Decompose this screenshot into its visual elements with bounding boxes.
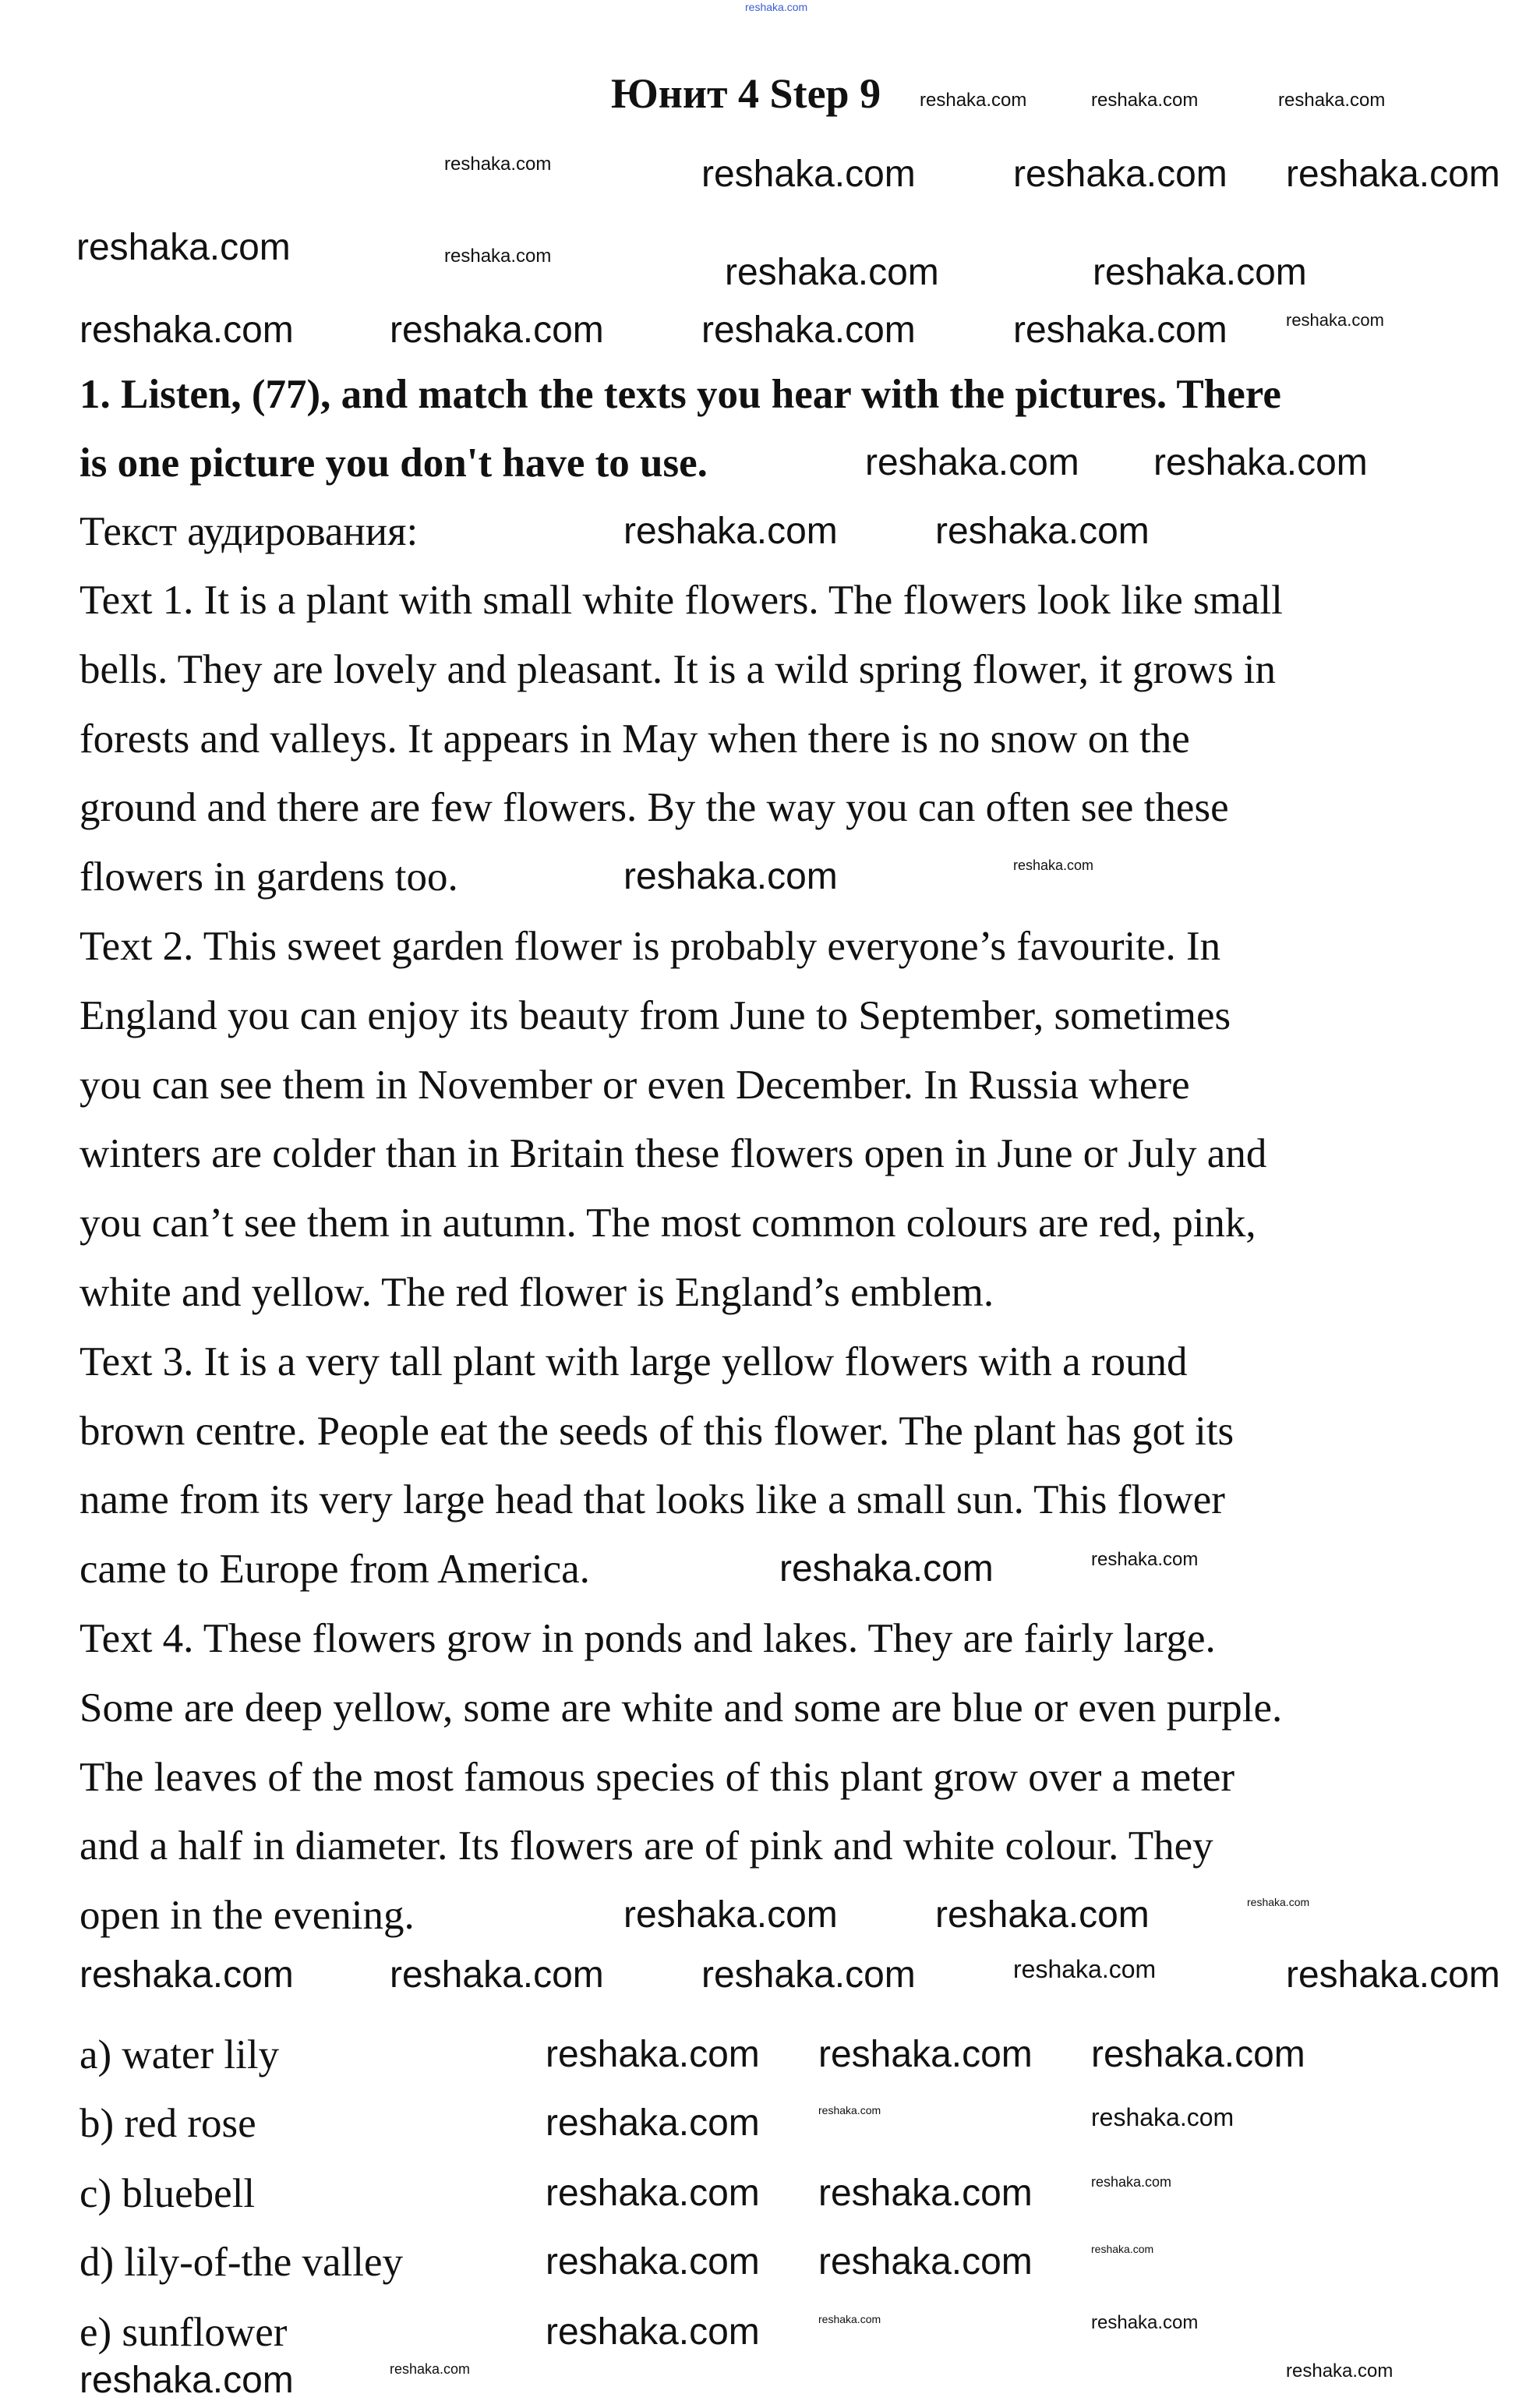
watermark: reshaka.com [920,90,1027,111]
transcript-line: you can see them in November or even December. In Russia where [79,1062,1190,1108]
watermark: reshaka.com [818,2173,1033,2214]
watermark: reshaka.com [444,246,552,267]
transcript-line: forests and valleys. It appears in May when there is no snow on the [79,716,1190,762]
watermark: reshaka.com [1091,1549,1199,1570]
watermark: reshaka.com [865,442,1079,483]
watermark: reshaka.com [935,511,1150,552]
watermark: reshaka.com [79,309,294,351]
answer-option: b) red rose [79,2101,256,2146]
answer-option: a) water lily [79,2032,280,2077]
answer-option: c) bluebell [79,2171,256,2216]
watermark: reshaka.com [1286,2360,1393,2382]
watermark: reshaka.com [818,2313,881,2325]
watermark: reshaka.com [390,2361,471,2377]
transcript-line: came to Europe from America. [79,1547,590,1593]
transcript-line: winters are colder than in Britain these flowers open in June or July and [79,1131,1267,1177]
transcript-line: Text 1. It is a plant with small white flowers. The flowers look like small [79,578,1283,623]
watermark: reshaka.com [546,2311,760,2353]
watermark: reshaka.com [1091,90,1199,111]
transcript-line: brown centre. People eat the seeds of this flower. The plant has got its [79,1408,1234,1454]
watermark: reshaka.com [546,2241,760,2283]
watermark: reshaka.com [701,1954,916,1996]
watermark: reshaka.com [1013,1955,1157,1983]
watermark: reshaka.com [1091,2243,1154,2255]
watermark: reshaka.com [1153,442,1368,483]
transcript-line: and a half in diameter. Its flowers are of pink and white colour. They [79,1823,1213,1869]
watermark: reshaka.com [1286,310,1384,330]
transcript-line: Text 4. These flowers grow in ponds and lakes. They are fairly large. [79,1616,1216,1661]
watermark: reshaka.com [1013,858,1094,873]
watermark: reshaka.com [79,1954,294,1996]
watermark: reshaka.com [1286,154,1500,195]
answer-option: e) sunflower [79,2310,288,2355]
watermark: reshaka.com [1013,309,1227,351]
watermark: reshaka.com [1013,154,1227,195]
watermark: reshaka.com [76,227,291,268]
watermark: reshaka.com [546,2102,760,2144]
answer-option: d) lily-of-the valley [79,2240,404,2285]
watermark: reshaka.com [745,1,808,13]
exercise-heading-line: is one picture you don't have to use. [79,440,708,486]
watermark: reshaka.com [1247,1896,1310,1908]
transcript-line: ground and there are few flowers. By the way you can often see these [79,785,1229,831]
exercise-heading-line: 1. Listen, (77), and match the texts you hear with the pictures. There [79,372,1281,417]
watermark: reshaka.com [1278,90,1386,111]
watermark: reshaka.com [79,2360,294,2401]
watermark: reshaka.com [546,2034,760,2075]
watermark: reshaka.com [546,2173,760,2214]
watermark: reshaka.com [701,309,916,351]
watermark: reshaka.com [701,154,916,195]
transcript-line: England you can enjoy its beauty from June to September, sometimes [79,992,1231,1038]
watermark: reshaka.com [818,2034,1033,2075]
transcript-line: Text 2. This sweet garden flower is probably everyone’s favourite. In [79,924,1221,969]
transcript-line: Some are deep yellow, some are white and some are blue or even purple. [79,1685,1283,1731]
transcript-line: white and yellow. The red flower is England’s emblem. [79,1270,994,1315]
watermark: reshaka.com [623,856,838,897]
watermark: reshaka.com [1091,2034,1305,2075]
watermark: reshaka.com [1091,2103,1234,2131]
watermark: reshaka.com [1091,2174,1172,2190]
watermark: reshaka.com [725,252,939,293]
watermark: reshaka.com [444,154,552,175]
watermark: reshaka.com [623,511,838,552]
watermark: reshaka.com [390,309,604,351]
transcript-label: Текст аудирования: [79,509,419,554]
watermark: reshaka.com [935,1894,1150,1936]
watermark: reshaka.com [1091,2312,1199,2333]
transcript-line: you can’t see them in autumn. The most common colours are red, pink, [79,1200,1256,1246]
transcript-line: name from its very large head that looks like a small sun. This flower [79,1477,1225,1523]
watermark: reshaka.com [818,2241,1033,2283]
watermark: reshaka.com [818,2104,881,2116]
watermark: reshaka.com [1286,1954,1500,1996]
transcript-line: Text 3. It is a very tall plant with large yellow flowers with a round [79,1338,1188,1384]
transcript-line: The leaves of the most famous species of this plant grow over a meter [79,1754,1235,1800]
transcript-line: open in the evening. [79,1893,415,1939]
watermark: reshaka.com [390,1954,604,1996]
transcript-line: flowers in gardens too. [79,854,458,900]
transcript-line: bells. They are lovely and pleasant. It is a wild spring flower, it grows in [79,646,1277,692]
watermark: reshaka.com [779,1548,994,1589]
watermark: reshaka.com [623,1894,838,1936]
watermark: reshaka.com [1093,252,1307,293]
page-title: Юнит 4 Step 9 [611,70,881,117]
